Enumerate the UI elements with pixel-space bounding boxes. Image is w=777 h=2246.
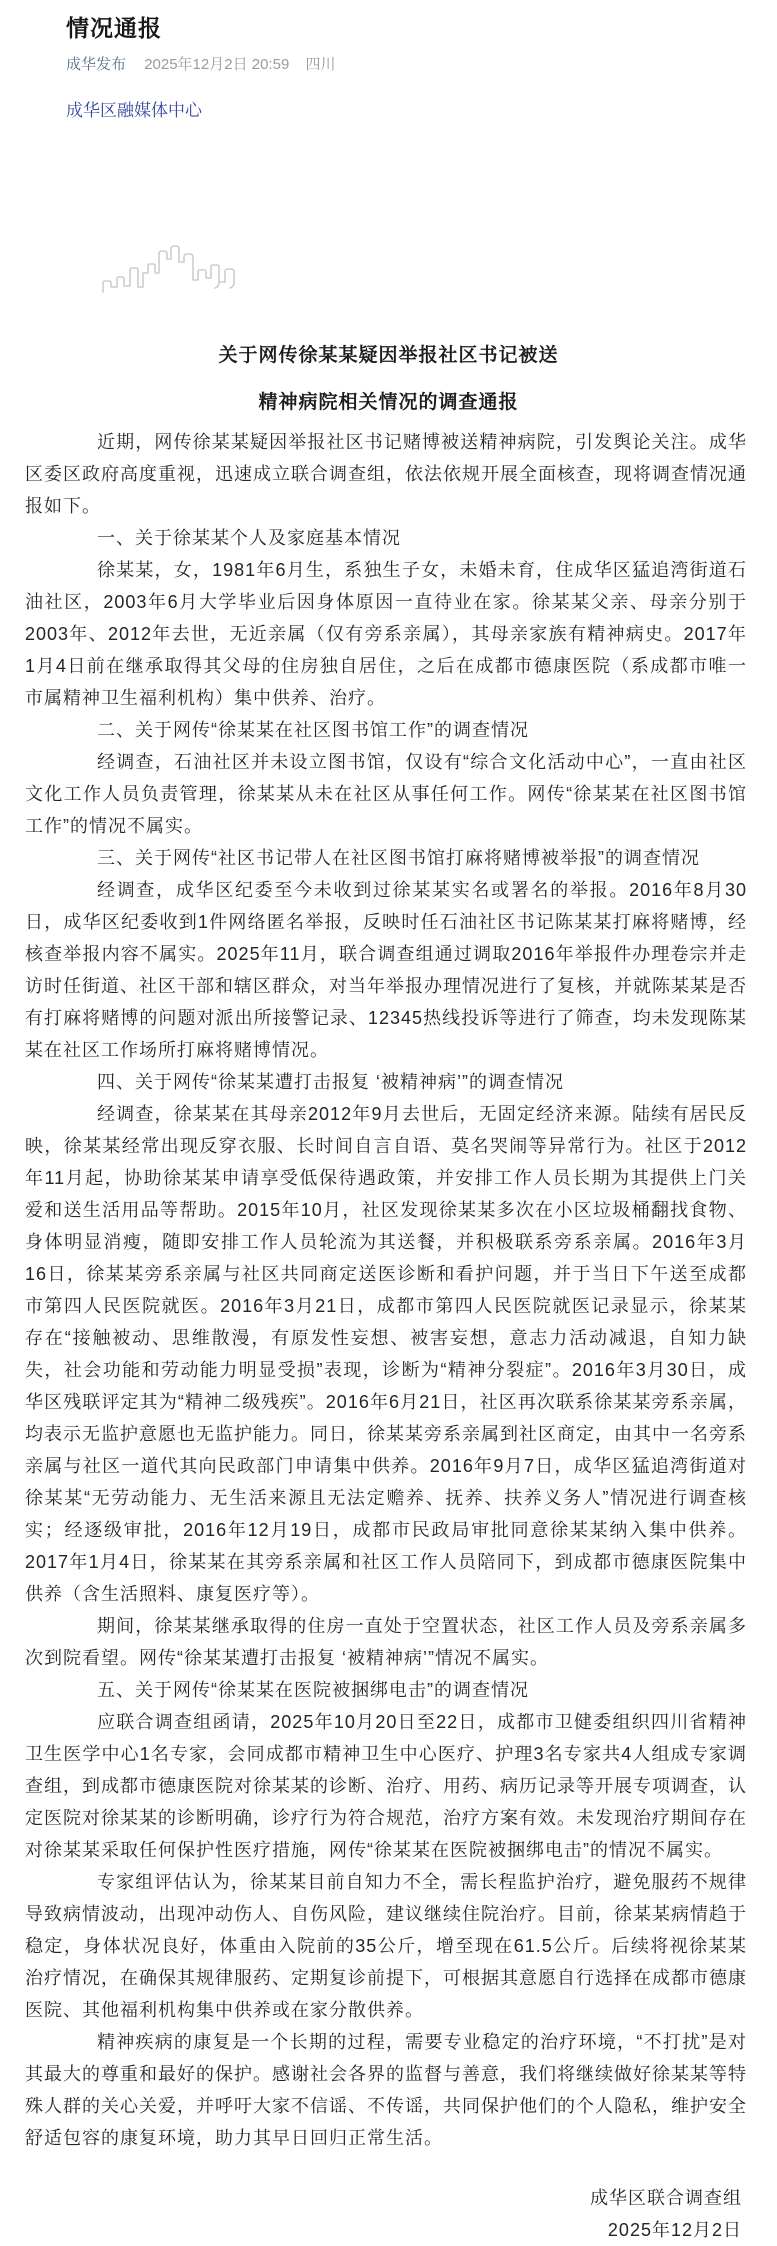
notice-title-line2: 精神病院相关情况的调查通报 [258,392,519,413]
body-paragraph: 专家组评估认为，徐某某目前自知力不全，需长程监护治疗，避免服药不规律导致病情波动，出现冲动伤人、自伤风险，建议继续住院治疗。目前，徐某某病情趋于稳定，身体状况良好，体重由入院前的35公斤，增至现在61.5公斤。后续将视徐某某治疗情况，在确保其规律服药、定期复诊前提下，可根据其意愿自行选择在成都市德康医院、其他福利机构集中供养或在家分散供养。 [25,1872,747,2020]
notice-title [0,332,777,426]
signature-org: 成华区联合调查组 [590,2188,742,2208]
section-heading-3: 三、关于网传“社区书记带人在社区图书馆打麻将赌博被举报”的调查情况 [97,848,700,868]
article-header [0,0,777,123]
section-heading-2: 二、关于网传“徐某某在社区图书馆工作”的调查情况 [97,720,529,740]
page-title: 情况通报 [66,15,162,41]
notice-body [0,426,777,2154]
body-paragraph: 期间，徐某某继承取得的住房一直处于空置状态，社区工作人员及旁系亲属多次到院看望。网传“徐某某遭打击报复 ‘被精神病’”情况不属实。 [25,1616,747,1668]
publish-location: 四川 [305,56,336,73]
body-paragraph: 徐某某，女，1981年6月生，系独生子女，未婚未育，住成华区猛追湾街道石油社区，2003年6月大学毕业后因身体原因一直待业在家。徐某某父亲、母亲分别于2003年、2012年去世，无近亲属（仅有旁系亲属），其母亲家族有精神病史。2017年1月4日前在继承取得其父母的住房独自居住，之后在成都市德康医院（系成都市唯一市属精神卫生福利机构）集中供养、治疗。 [25,560,747,708]
notice-title-line1: 关于网传徐某某疑因举报社区书记被送 [218,345,559,366]
body-paragraph: 应联合调查组函请，2025年10月20日至22日，成都市卫健委组织四川省精神卫生医学中心1名专家，会同成都市精神卫生中心医疗、护理3名专家共4人组成专家调查组，到成都市德康医院对徐某某的诊断、治疗、用药、病历记录等开展专项调查，认定医院对徐某某的诊断明确，诊疗行为符合规范，治疗方案有效。未发现治疗期间存在对徐某某采取任何保护性医疗措施，网传“徐某某在医院被捆绑电击”的情况不属实。 [25,1712,747,1860]
notice-document [0,241,777,2246]
publish-date: 2025年12月2日 20:59 [144,56,290,73]
section-heading-4: 四、关于网传“徐某某遭打击报复 ‘被精神病’”的调查情况 [97,1072,564,1092]
section-heading-1: 一、关于徐某某个人及家庭基本情况 [97,528,401,548]
body-paragraph: 经调查，石油社区并未设立图书馆，仅设有“综合文化活动中心”，一直由社区文化工作人员负责管理，徐某某从未在社区从事任何工作。网传“徐某某在社区图书馆工作”的情况不属实。 [25,752,747,836]
source-center-link[interactable]: 成华区融媒体中心 [66,101,202,120]
article-meta [66,55,742,75]
skyline-sketch-icon [100,241,265,293]
body-paragraph: 精神疾病的康复是一个长期的过程，需要专业稳定的治疗环境，“不打扰”是对其最大的尊重和最好的保护。感谢社会各界的监督与善意，我们将继续做好徐某某等特殊人群的关心关爱，并呼吁大家不信谣、不传谣，共同保护他们的个人隐私，维护安全舒适包容的康复环境，助力其早日回归正常生活。 [25,2032,747,2148]
section-heading-5: 五、关于网传“徐某某在医院被捆绑电击”的调查情况 [97,1680,529,1700]
body-paragraph: 经调查，成华区纪委至今未收到过徐某某实名或署名的举报。2016年8月30日，成华区纪委收到1件网络匿名举报，反映时任石油社区书记陈某某打麻将赌博，经核查举报内容不属实。2025年11月，联合调查组通过调取2016年举报件办理卷宗并走访时任街道、社区干部和辖区群众，对当年举报办理情况进行了复核，并就陈某某是否有打麻将赌博的问题对派出所接警记录、12345热线投诉等进行了筛查，均未发现陈某某在社区工作场所打麻将赌博情况。 [25,880,747,1060]
body-paragraph: 近期，网传徐某某疑因举报社区书记赌博被送精神病院，引发舆论关注。成华区委区政府高度重视，迅速成立联合调查组，依法依规开展全面核查，现将调查情况通报如下。 [25,432,747,516]
notice-signature-block [0,2182,777,2246]
signature-date: 2025年12月2日 [607,2220,742,2240]
body-paragraph: 经调查，徐某某在其母亲2012年9月去世后，无固定经济来源。陆续有居民反映，徐某某经常出现反穿衣服、长时间自言自语、莫名哭闹等异常行为。社区于2012年11月起，协助徐某某申请享受低保待遇政策，并安排工作人员长期为其提供上门关爱和送生活用品等帮助。2015年10月，社区发现徐某某多次在小区垃圾桶翻找食物、身体明显消瘦，随即安排工作人员轮流为其送餐，并积极联系旁系亲属。2016年3月16日，徐某某旁系亲属与社区共同商定送医诊断和看护问题，并于当日下午送至成都市第四人民医院就医。2016年3月21日，成都市第四人民医院就医记录显示，徐某某存在“接触被动、思维散漫，有原发性妄想、被害妄想，意志力活动减退，自知力缺失，社会功能和劳动能力明显受损”表现，诊断为“精神分裂症”。2016年3月30日，成华区残联评定其为“精神二级残疾”。2016年6月21日，社区再次联系徐某某旁系亲属，均表示无监护意愿也无监护能力。同日，徐某某旁系亲属到社区商定，由其中一名旁系亲属与社区一道代其向民政部门申请集中供养。2016年9月7日，成华区猛追湾街道对徐某某“无劳动能力、无生活来源且无法定赡养、抚养、扶养义务人”情况进行调查核实；经逐级审批，2016年12月19日，成都市民政局审批同意徐某某纳入集中供养。2017年1月4日，徐某某在其旁系亲属和社区工作人员陪同下，到成都市德康医院集中供养（含生活照料、康复医疗等）。 [25,1104,747,1604]
account-name-link[interactable]: 成华发布 [66,56,127,73]
